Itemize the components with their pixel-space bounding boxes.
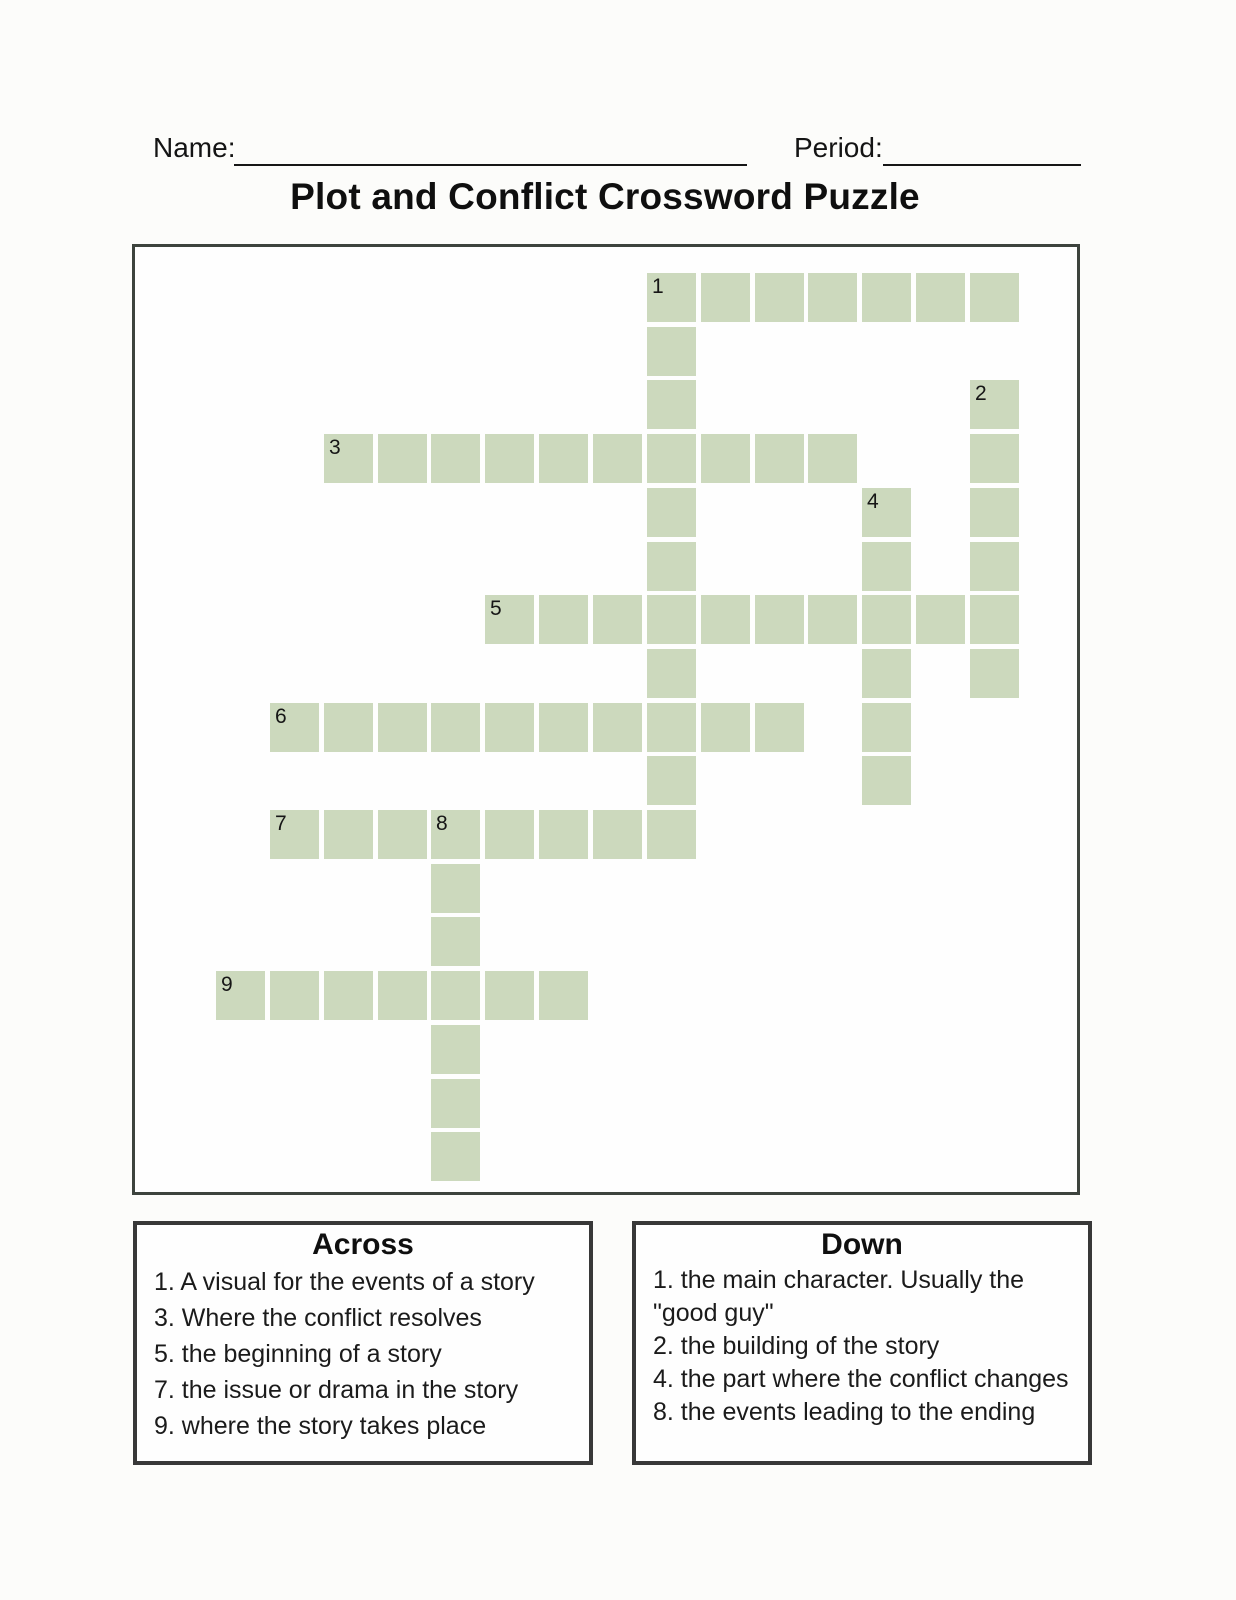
- crossword-cell[interactable]: [808, 434, 857, 483]
- crossword-cell[interactable]: [431, 434, 480, 483]
- crossword-cell[interactable]: [431, 971, 480, 1020]
- crossword-cell[interactable]: [647, 649, 696, 698]
- crossword-cell[interactable]: [485, 434, 534, 483]
- crossword-cell[interactable]: [485, 703, 534, 752]
- crossword-cell[interactable]: [485, 810, 534, 859]
- crossword-cell[interactable]: [916, 595, 965, 644]
- crossword-cell[interactable]: [324, 971, 373, 1020]
- crossword-cell[interactable]: [270, 703, 319, 752]
- crossword-cell[interactable]: [647, 327, 696, 376]
- crossword-cell[interactable]: [431, 810, 480, 859]
- crossword-cell[interactable]: [647, 756, 696, 805]
- crossword-cell[interactable]: [378, 434, 427, 483]
- crossword-cell[interactable]: [701, 595, 750, 644]
- clue-item: 8. the events leading to the ending: [653, 1398, 1036, 1426]
- across-clues-box: [133, 1221, 593, 1465]
- crossword-cell[interactable]: [755, 703, 804, 752]
- crossword-cell[interactable]: [431, 864, 480, 913]
- crossword-cell[interactable]: [647, 434, 696, 483]
- crossword-cell[interactable]: [216, 971, 265, 1020]
- across-clue-list: [137, 1264, 589, 1444]
- crossword-cell[interactable]: [755, 434, 804, 483]
- crossword-cell[interactable]: [485, 971, 534, 1020]
- period-blank-line[interactable]: [883, 144, 1081, 166]
- crossword-cell[interactable]: [970, 488, 1019, 537]
- clue-item: 2. the building of the story: [653, 1332, 940, 1360]
- crossword-cell[interactable]: [755, 595, 804, 644]
- name-blank-line[interactable]: [234, 144, 747, 166]
- crossword-cell[interactable]: [647, 380, 696, 429]
- crossword-cell[interactable]: [593, 434, 642, 483]
- crossword-cell[interactable]: [862, 542, 911, 591]
- crossword-cell[interactable]: [916, 273, 965, 322]
- crossword-cell[interactable]: [808, 273, 857, 322]
- crossword-cell[interactable]: [862, 273, 911, 322]
- clue-item: 3. Where the conflict resolves: [154, 1304, 482, 1332]
- across-title: Across: [312, 1228, 414, 1261]
- cell-number: 1: [652, 275, 664, 298]
- crossword-cell[interactable]: [701, 273, 750, 322]
- crossword-cell[interactable]: [324, 434, 373, 483]
- crossword-cell[interactable]: [970, 542, 1019, 591]
- crossword-cell[interactable]: [539, 434, 588, 483]
- cell-number: 4: [867, 490, 879, 513]
- crossword-cell[interactable]: [701, 703, 750, 752]
- cell-number: 7: [275, 812, 287, 835]
- cell-number: 9: [221, 973, 233, 996]
- page-title: Plot and Conflict Crossword Puzzle: [290, 176, 920, 217]
- crossword-cell[interactable]: [431, 1025, 480, 1074]
- crossword-cell[interactable]: [431, 917, 480, 966]
- clue-item: 1. A visual for the events of a story: [154, 1268, 535, 1296]
- crossword-cell[interactable]: [539, 595, 588, 644]
- crossword-cell[interactable]: [378, 971, 427, 1020]
- crossword-cell[interactable]: [539, 971, 588, 1020]
- crossword-cell[interactable]: [970, 595, 1019, 644]
- cell-number: 2: [975, 382, 987, 405]
- crossword-cell[interactable]: [539, 810, 588, 859]
- crossword-cell[interactable]: [970, 434, 1019, 483]
- name-label: Name:: [153, 132, 236, 163]
- cell-number: 3: [329, 436, 341, 459]
- crossword-cell[interactable]: [431, 1079, 480, 1128]
- crossword-cell[interactable]: [593, 703, 642, 752]
- cell-number: 6: [275, 705, 287, 728]
- clue-item: 7. the issue or drama in the story: [154, 1376, 519, 1404]
- crossword-cell[interactable]: [539, 703, 588, 752]
- period-label: Period:: [794, 132, 883, 163]
- down-clues-box: [632, 1221, 1092, 1465]
- crossword-cell[interactable]: [431, 703, 480, 752]
- clue-item: 1. the main character. Usually the "good guy": [653, 1266, 1025, 1327]
- clue-item: 5. the beginning of a story: [154, 1340, 442, 1368]
- crossword-cell[interactable]: [324, 810, 373, 859]
- crossword-cell[interactable]: [755, 273, 804, 322]
- crossword-cell[interactable]: [324, 703, 373, 752]
- crossword-cell[interactable]: [270, 810, 319, 859]
- crossword-cell[interactable]: [593, 810, 642, 859]
- down-title: Down: [821, 1228, 903, 1261]
- cell-number: 5: [490, 597, 502, 620]
- crossword-cell[interactable]: [862, 595, 911, 644]
- crossword-cell[interactable]: [270, 971, 319, 1020]
- crossword-cell[interactable]: [862, 649, 911, 698]
- crossword-cell[interactable]: [808, 595, 857, 644]
- crossword-cell[interactable]: [970, 273, 1019, 322]
- clue-item: 9. where the story takes place: [154, 1412, 487, 1440]
- crossword-cell[interactable]: [970, 649, 1019, 698]
- crossword-cell[interactable]: [647, 273, 696, 322]
- crossword-cell[interactable]: [378, 703, 427, 752]
- clue-item: 4. the part where the conflict changes: [653, 1365, 1069, 1393]
- crossword-cell[interactable]: [647, 542, 696, 591]
- crossword-cell[interactable]: [485, 595, 534, 644]
- crossword-cell[interactable]: [431, 1132, 480, 1181]
- crossword-cell[interactable]: [593, 595, 642, 644]
- crossword-cell[interactable]: [701, 434, 750, 483]
- down-clue-list: [636, 1264, 1088, 1429]
- crossword-cell[interactable]: [862, 756, 911, 805]
- crossword-cell[interactable]: [862, 703, 911, 752]
- crossword-cell[interactable]: [970, 380, 1019, 429]
- crossword-cell[interactable]: [647, 488, 696, 537]
- crossword-cell[interactable]: [378, 810, 427, 859]
- crossword-cell[interactable]: [862, 488, 911, 537]
- crossword-cell[interactable]: [647, 810, 696, 859]
- crossword-cell[interactable]: [647, 703, 696, 752]
- crossword-cell[interactable]: [647, 595, 696, 644]
- cell-number: 8: [436, 812, 448, 835]
